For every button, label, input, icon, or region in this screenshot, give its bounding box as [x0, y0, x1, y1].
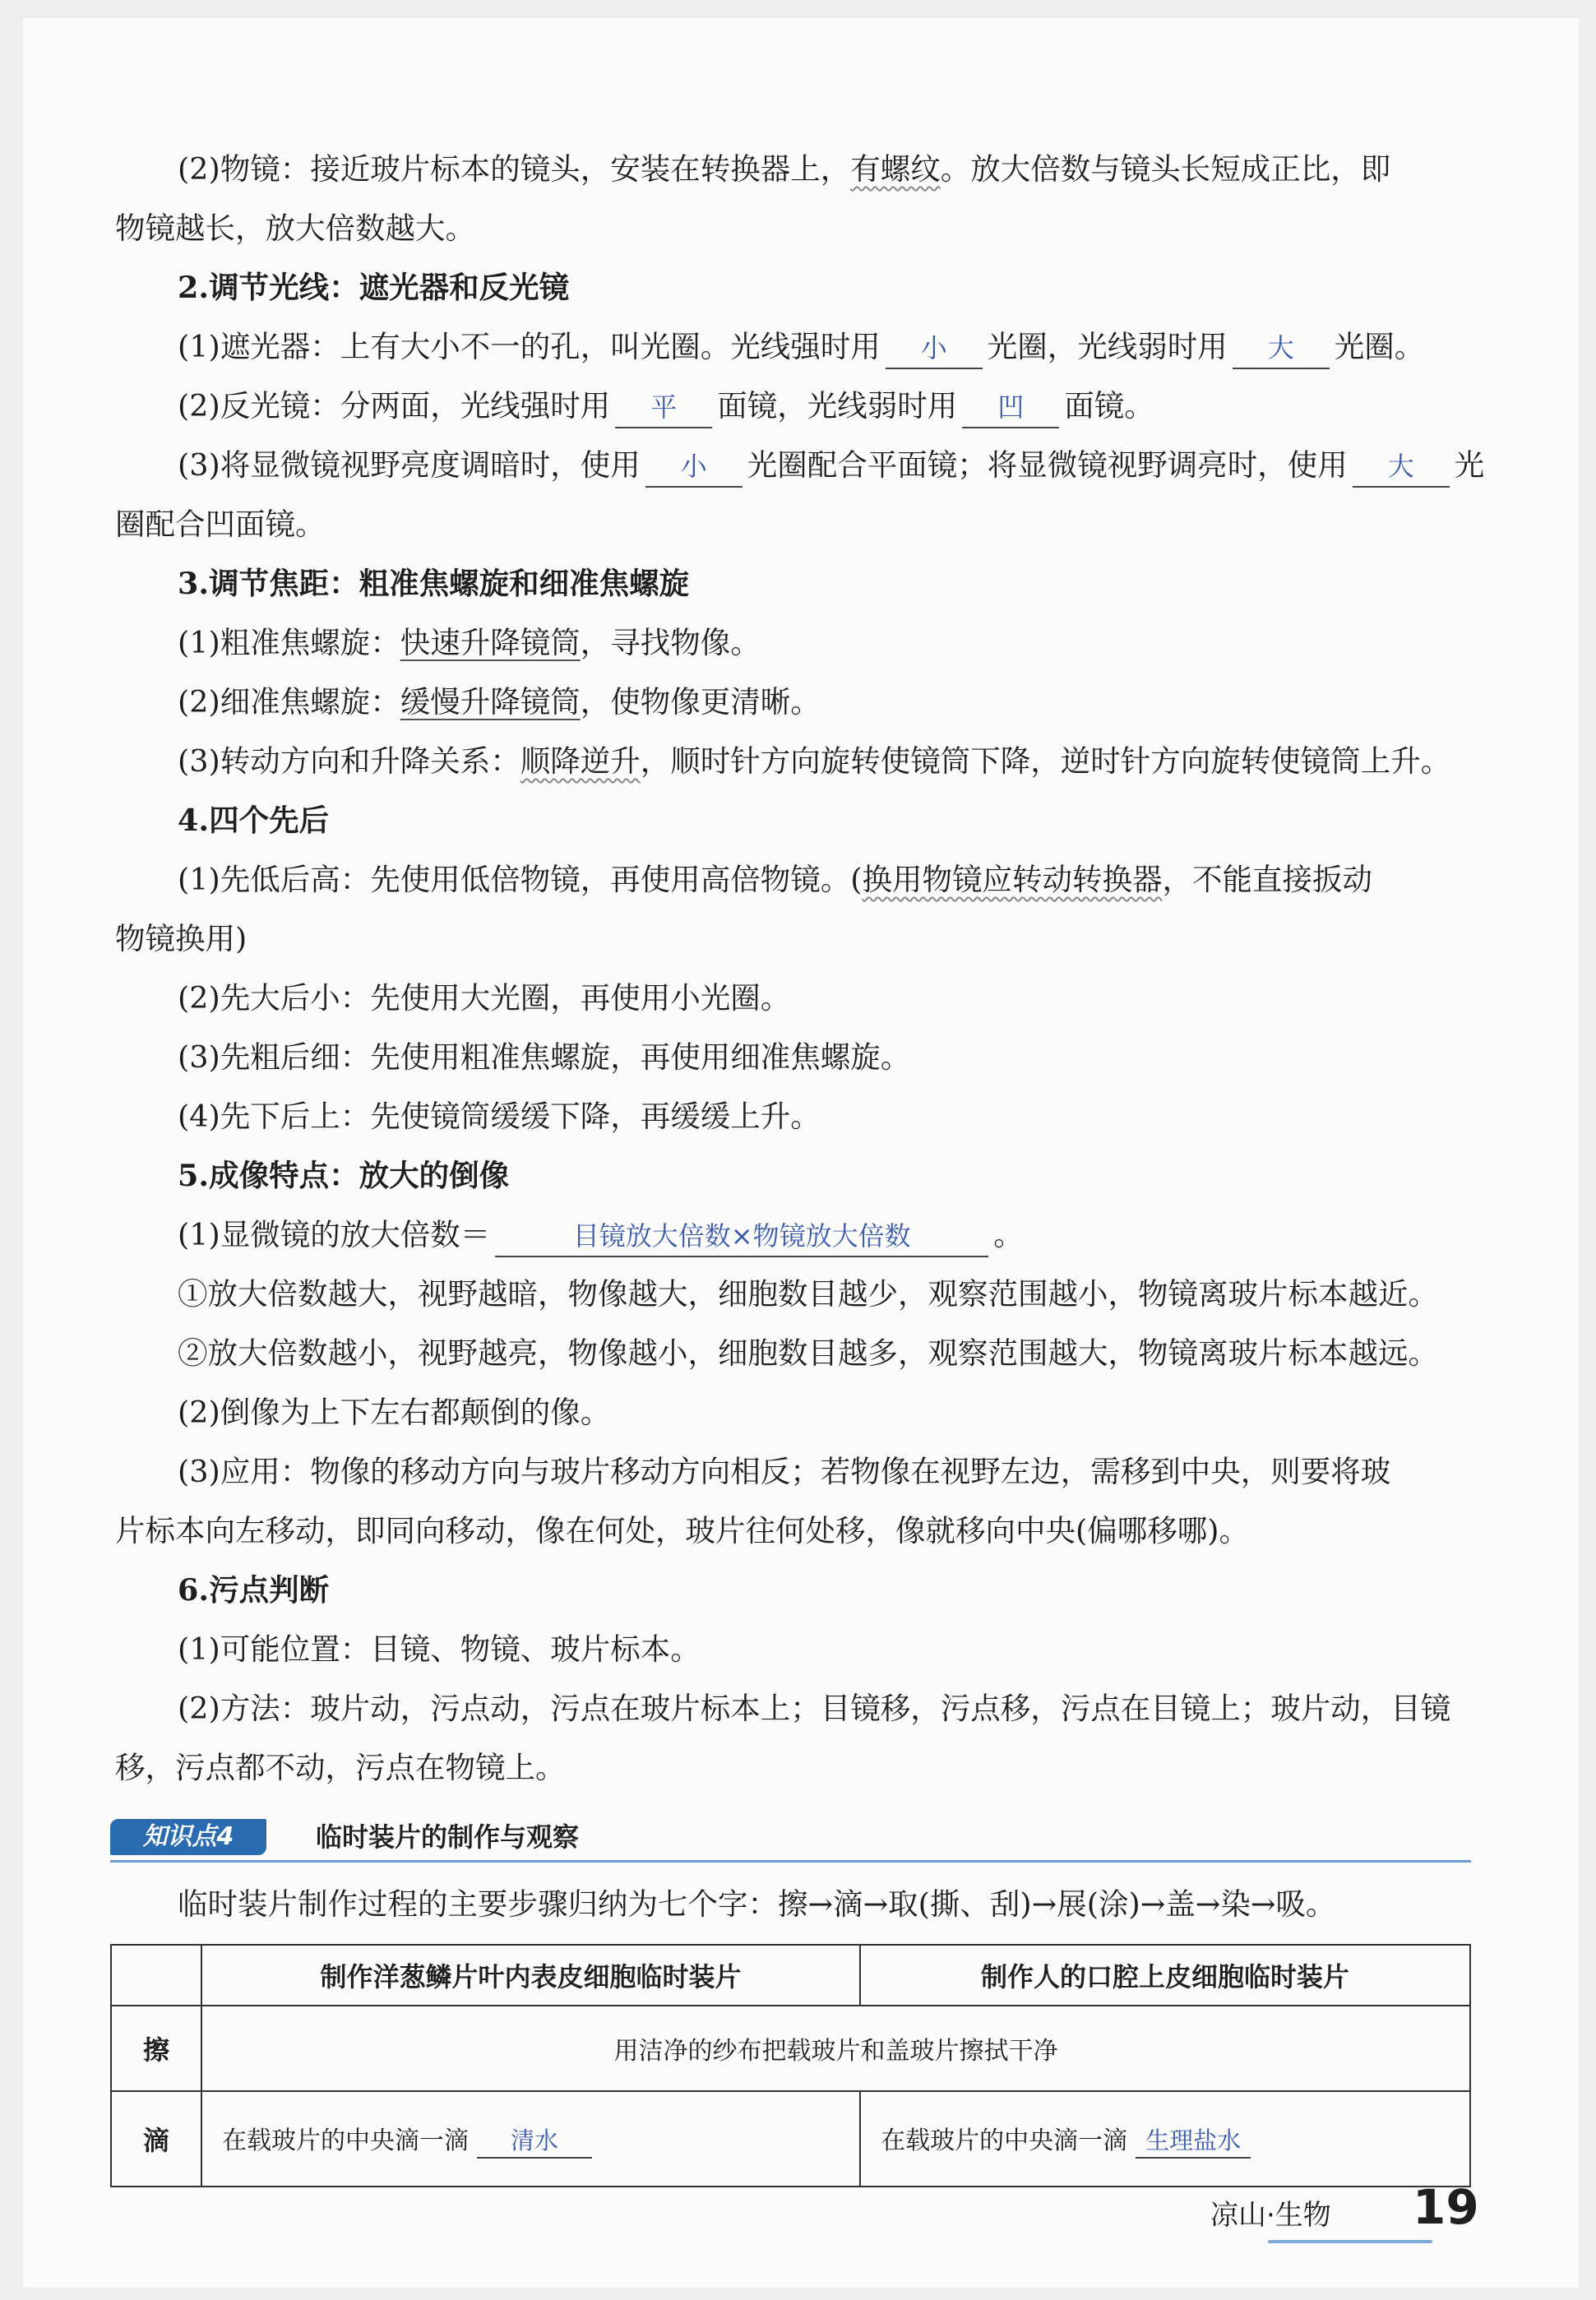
- paragraph: (3)转动方向和升降关系：顺降逆升，顺时针方向旋转使镜筒下降，逆时针方向旋转使镜筒上升。: [178, 743, 1451, 779]
- column-header: 制作人的口腔上皮细胞临时装片: [860, 1945, 1470, 2006]
- answer-blank: 目镜放大倍数×物镜放大倍数: [495, 1216, 988, 1257]
- paragraph: (2)物镜：接近玻片标本的镜头，安装在转换器上，有螺纹。放大倍数与镜头长短成正比，即: [178, 151, 1391, 187]
- answer-blank: 平: [615, 387, 712, 428]
- paragraph: 圈配合凹面镜。: [115, 507, 326, 542]
- paragraph: (3)将显微镜视野亮度调暗时，使用 小 光圈配合平面镜；将显微镜视野调亮时，使用 大 光: [115, 436, 1480, 495]
- paragraph: (2)倒像为上下左右都颠倒的像。: [178, 1395, 611, 1430]
- paragraph: (2)反光镜：分两面，光线强时用 平 面镜，光线弱时用 凹 面镜。: [115, 377, 1480, 436]
- row-header: 滴: [111, 2091, 201, 2187]
- knowledge-point-badge: 知识点4: [110, 1819, 266, 1855]
- answer-blank: 大: [1353, 447, 1450, 488]
- paragraph: (2)方法：玻片动，污点动，污点在玻片标本上；目镜移，污点移，污点在目镜上；玻片动，目镜: [178, 1691, 1451, 1726]
- emphasis: 顺降逆升: [520, 743, 641, 779]
- answer-blank: 清水: [477, 2124, 592, 2159]
- row-header: 擦: [111, 2006, 201, 2091]
- footer-accent: [1268, 2240, 1432, 2243]
- table-cell: 在载玻片的中央滴一滴 清水: [201, 2091, 860, 2187]
- page-number: 19: [1413, 2179, 1479, 2235]
- paragraph: (1)遮光器：上有大小不一的孔，叫光圈。光线强时用 小 光圈，光线弱时用 大 光圈。: [115, 317, 1480, 377]
- paragraph: 物镜越长，放大倍数越大。: [115, 211, 475, 246]
- paragraph: (3)先粗后细：先使用粗准焦螺旋，再使用细准焦螺旋。: [178, 1039, 911, 1075]
- section-heading: 2.调节光线：遮光器和反光镜: [178, 270, 570, 305]
- section-heading: 4.四个先后: [178, 803, 330, 838]
- paragraph: (2)细准焦螺旋：缓慢升降镜筒，使物像更清晰。: [178, 684, 821, 720]
- section-heading: 3.调节焦距：粗准焦螺旋和细准焦螺旋: [178, 566, 690, 601]
- section-heading: 5.成像特点：放大的倒像: [178, 1158, 510, 1193]
- knowledge-point-header: [110, 1819, 1471, 1857]
- paragraph: 片标本向左移动，即同向移动，像在何处，玻片往何处移，像就移向中央(偏哪移哪)。: [115, 1513, 1249, 1548]
- column-header: 制作洋葱鳞片叶内表皮细胞临时装片: [201, 1945, 860, 2006]
- footer-label: 凉山·生物: [1210, 2199, 1331, 2232]
- table-corner: [111, 1945, 201, 2006]
- emphasis: 快速升降镜筒: [400, 625, 581, 660]
- table-cell: 在载玻片的中央滴一滴 生理盐水: [860, 2091, 1470, 2187]
- emphasis: 缓慢升降镜筒: [400, 684, 581, 720]
- paragraph: (1)先低后高：先使用低倍物镜，再使用高倍物镜。(换用物镜应转动转换器，不能直接扳动: [178, 862, 1372, 897]
- paragraph: (4)先下后上：先使镜筒缓缓下降，再缓缓上升。: [178, 1099, 821, 1134]
- paragraph: 移，污点都不动，污点在物镜上。: [115, 1750, 566, 1785]
- steps-intro: 临时装片制作过程的主要步骤归纳为七个字：擦→滴→取(撕、刮)→展(涂)→盖→染→吸。: [178, 1886, 1336, 1922]
- answer-blank: 大: [1233, 328, 1330, 369]
- paragraph: (1)显微镜的放大倍数＝ 目镜放大倍数×物镜放大倍数 。: [115, 1206, 1480, 1265]
- answer-blank: 凹: [962, 387, 1059, 428]
- answer-blank: 生理盐水: [1136, 2124, 1251, 2159]
- paragraph: (2)先大后小：先使用大光圈，再使用小光圈。: [178, 980, 791, 1016]
- table-header-row: [111, 1945, 1470, 2006]
- emphasis: 换用物镜应转动转换器: [862, 862, 1163, 897]
- divider: [110, 1860, 1471, 1863]
- answer-blank: 小: [645, 447, 742, 488]
- paragraph: ②放大倍数越小，视野越亮，物像越小，细胞数目越多，观察范围越大，物镜离玻片标本越远。: [178, 1335, 1438, 1371]
- paragraph: (1)可能位置：目镜、物镜、玻片标本。: [178, 1631, 701, 1667]
- procedure-table: [110, 1944, 1471, 2186]
- section-heading: 6.污点判断: [178, 1572, 330, 1608]
- table-row: [111, 2006, 1470, 2091]
- table-row: [111, 2091, 1470, 2187]
- table-cell: 用洁净的纱布把载玻片和盖玻片擦拭干净: [201, 2006, 1470, 2091]
- knowledge-point-title: 临时装片的制作与观察: [316, 1821, 580, 1853]
- document-body: [115, 140, 1485, 1798]
- paragraph: ①放大倍数越大，视野越暗，物像越大，细胞数目越少，观察范围越小，物镜离玻片标本越近。: [178, 1276, 1438, 1312]
- paragraph: 物镜换用): [115, 921, 247, 956]
- paragraph: (3)应用：物像的移动方向与玻片移动方向相反；若物像在视野左边，需移到中央，则要将玻: [178, 1454, 1391, 1489]
- answer-blank: 小: [886, 328, 983, 369]
- emphasis: 有螺纹: [850, 151, 941, 187]
- paragraph: (1)粗准焦螺旋：快速升降镜筒，寻找物像。: [178, 625, 761, 660]
